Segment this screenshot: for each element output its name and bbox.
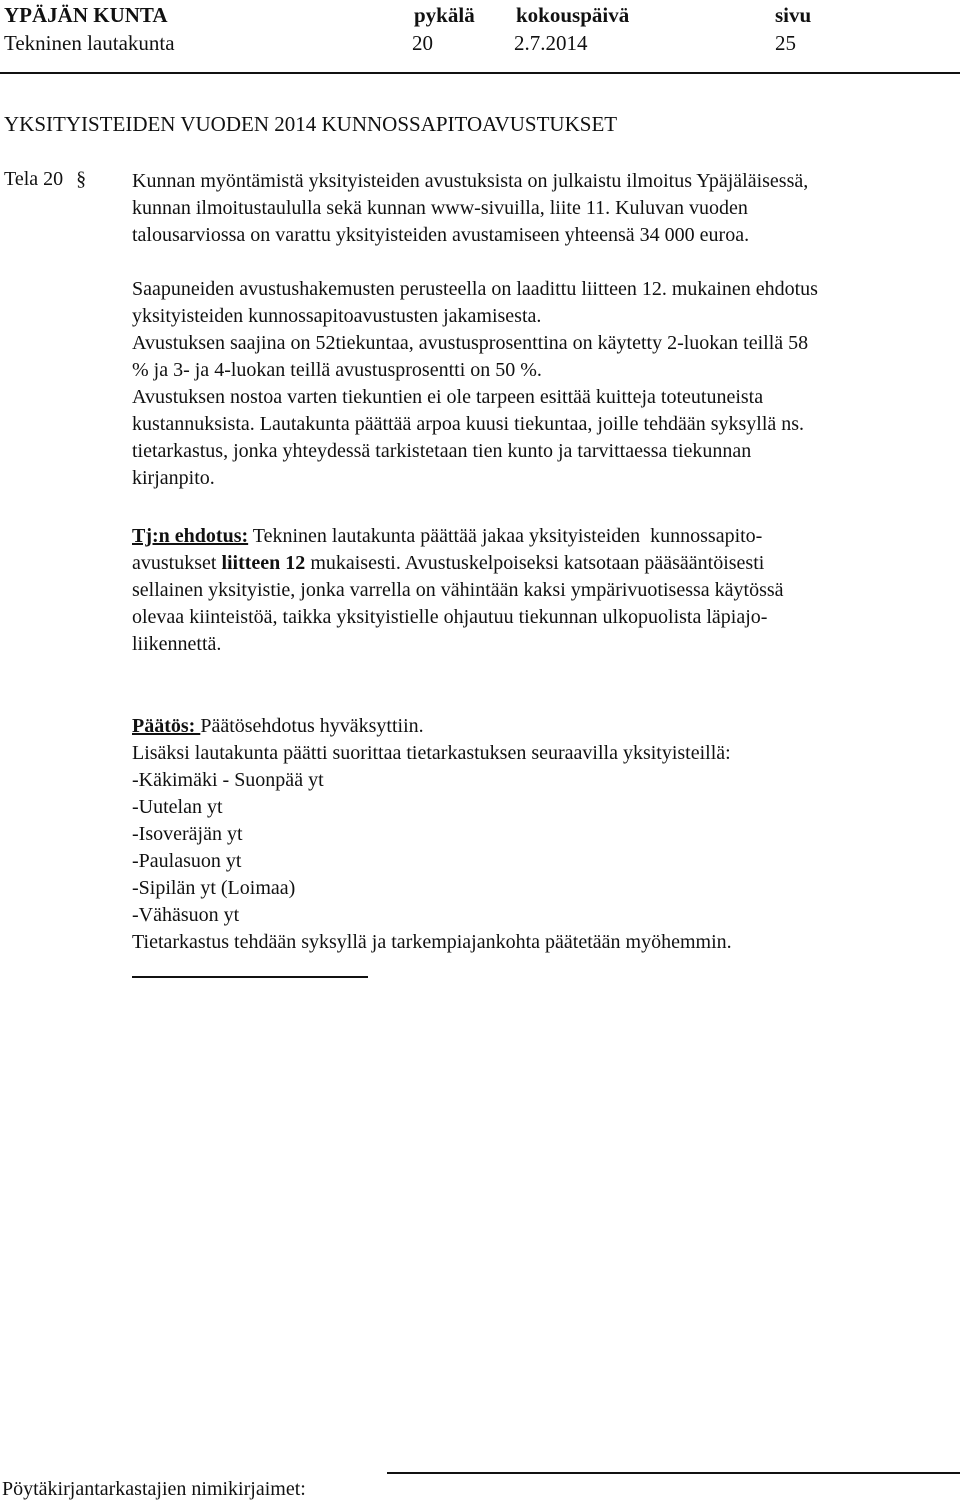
- attachment-reference: liitteen 12: [221, 552, 306, 574]
- proposal-line: liikennettä.: [132, 633, 222, 655]
- intro-line: Kunnan myöntämistä yksityisteiden avustuksista on julkaistu ilmoitus Ypäjäläisessä,: [132, 170, 809, 192]
- decision-line: Lisäksi lautakunta päätti suorittaa tietarkastuksen seuraavilla yksityisteillä:: [132, 742, 731, 764]
- section-reference: [4, 168, 86, 191]
- road-list-item: -Sipilän yt (Loimaa): [132, 877, 296, 899]
- road-list-item: -Isoveräjän yt: [132, 823, 243, 845]
- body-line: Saapuneiden avustushakemusten perusteella on laadittu liitteen 12. mukainen ehdotus: [132, 278, 818, 300]
- proposal-text: avustukset: [132, 552, 222, 574]
- intro-line: kunnan ilmoitustaululla sekä kunnan www-sivuilla, liite 11. Kuluvan vuoden: [132, 197, 748, 219]
- road-list-item: -Uutelan yt: [132, 796, 223, 818]
- closing-rule: [132, 976, 368, 978]
- decision-line: [132, 713, 424, 740]
- date-column-label: kokouspäivä: [516, 3, 630, 27]
- body-line: Avustuksen saajina on 52tiekuntaa, avustusprosenttina on käytetty 2-luokan teillä 58: [132, 332, 809, 354]
- committee-name: Tekninen lautakunta: [4, 31, 175, 55]
- proposal-line: sellainen yksityistie, jonka varrella on vähintään kaksi ympärivuotisessa käytössä: [132, 579, 784, 601]
- page-title: YKSITYISTEIDEN VUODEN 2014 KUNNOSSAPITOAVUSTUKSET: [4, 112, 618, 136]
- footer-divider: [387, 1472, 960, 1474]
- intro-line: talousarviossa on varattu yksityisteiden avustamiseen yhteensä 34 000 euroa.: [132, 224, 750, 246]
- section-reference-label: Tela 20: [4, 168, 64, 190]
- proposal-text: mukaisesti. Avustuskelpoiseksi katsotaan pääsääntöisesti: [305, 552, 765, 574]
- municipality-name: YPÄJÄN KUNTA: [4, 3, 168, 27]
- body-line: Avustuksen nostoa varten tiekuntien ei ole tarpeen esittää kuitteja toteutuneista: [132, 386, 764, 408]
- road-list-item: -Vähäsuon yt: [132, 904, 240, 926]
- proposal-label: Tj:n ehdotus:: [132, 525, 249, 547]
- decision-text: Päätösehdotus hyväksyttiin.: [200, 715, 424, 737]
- section-column-label: pykälä: [414, 3, 475, 27]
- road-list-item: -Paulasuon yt: [132, 850, 242, 872]
- body-line: tietarkastus, jonka yhteydessä tarkistetaan tien kunto ja tarvittaessa tiekunnan: [132, 440, 752, 462]
- proposal-text: Tekninen lautakunta päättää jakaa yksityisteiden kunnossapito-: [248, 525, 763, 547]
- proposal-line: [132, 550, 764, 577]
- body-line: kirjanpito.: [132, 467, 215, 489]
- road-list-item: -Käkimäki - Suonpää yt: [132, 769, 324, 791]
- decision-line: Tietarkastus tehdään syksyllä ja tarkempiajankohta päätetään myöhemmin.: [132, 931, 732, 953]
- proposal-line: [132, 523, 762, 550]
- section-number: 20: [412, 31, 433, 55]
- body-line: kustannuksista. Lautakunta päättää arpoa kuusi tiekuntaa, joille tehdään syksyllä ns.: [132, 413, 805, 435]
- page-number: 25: [775, 31, 796, 55]
- body-line: % ja 3- ja 4-luokan teillä avustusprosentti on 50 %.: [132, 359, 542, 381]
- signatures-label: Pöytäkirjantarkastajien nimikirjaimet:: [2, 1478, 306, 1500]
- body-line: yksityisteiden kunnossapitoavustusten jakamisesta.: [132, 305, 542, 327]
- proposal-line: olevaa kiinteistöä, taikka yksityistielle ohjautuu tiekunnan ulkopuolista läpiajo-: [132, 606, 768, 628]
- meeting-date: 2.7.2014: [514, 31, 588, 55]
- section-mark: §: [76, 168, 87, 190]
- page-column-label: sivu: [775, 3, 812, 27]
- header-divider: [0, 72, 960, 74]
- decision-label: Päätös:: [132, 715, 201, 737]
